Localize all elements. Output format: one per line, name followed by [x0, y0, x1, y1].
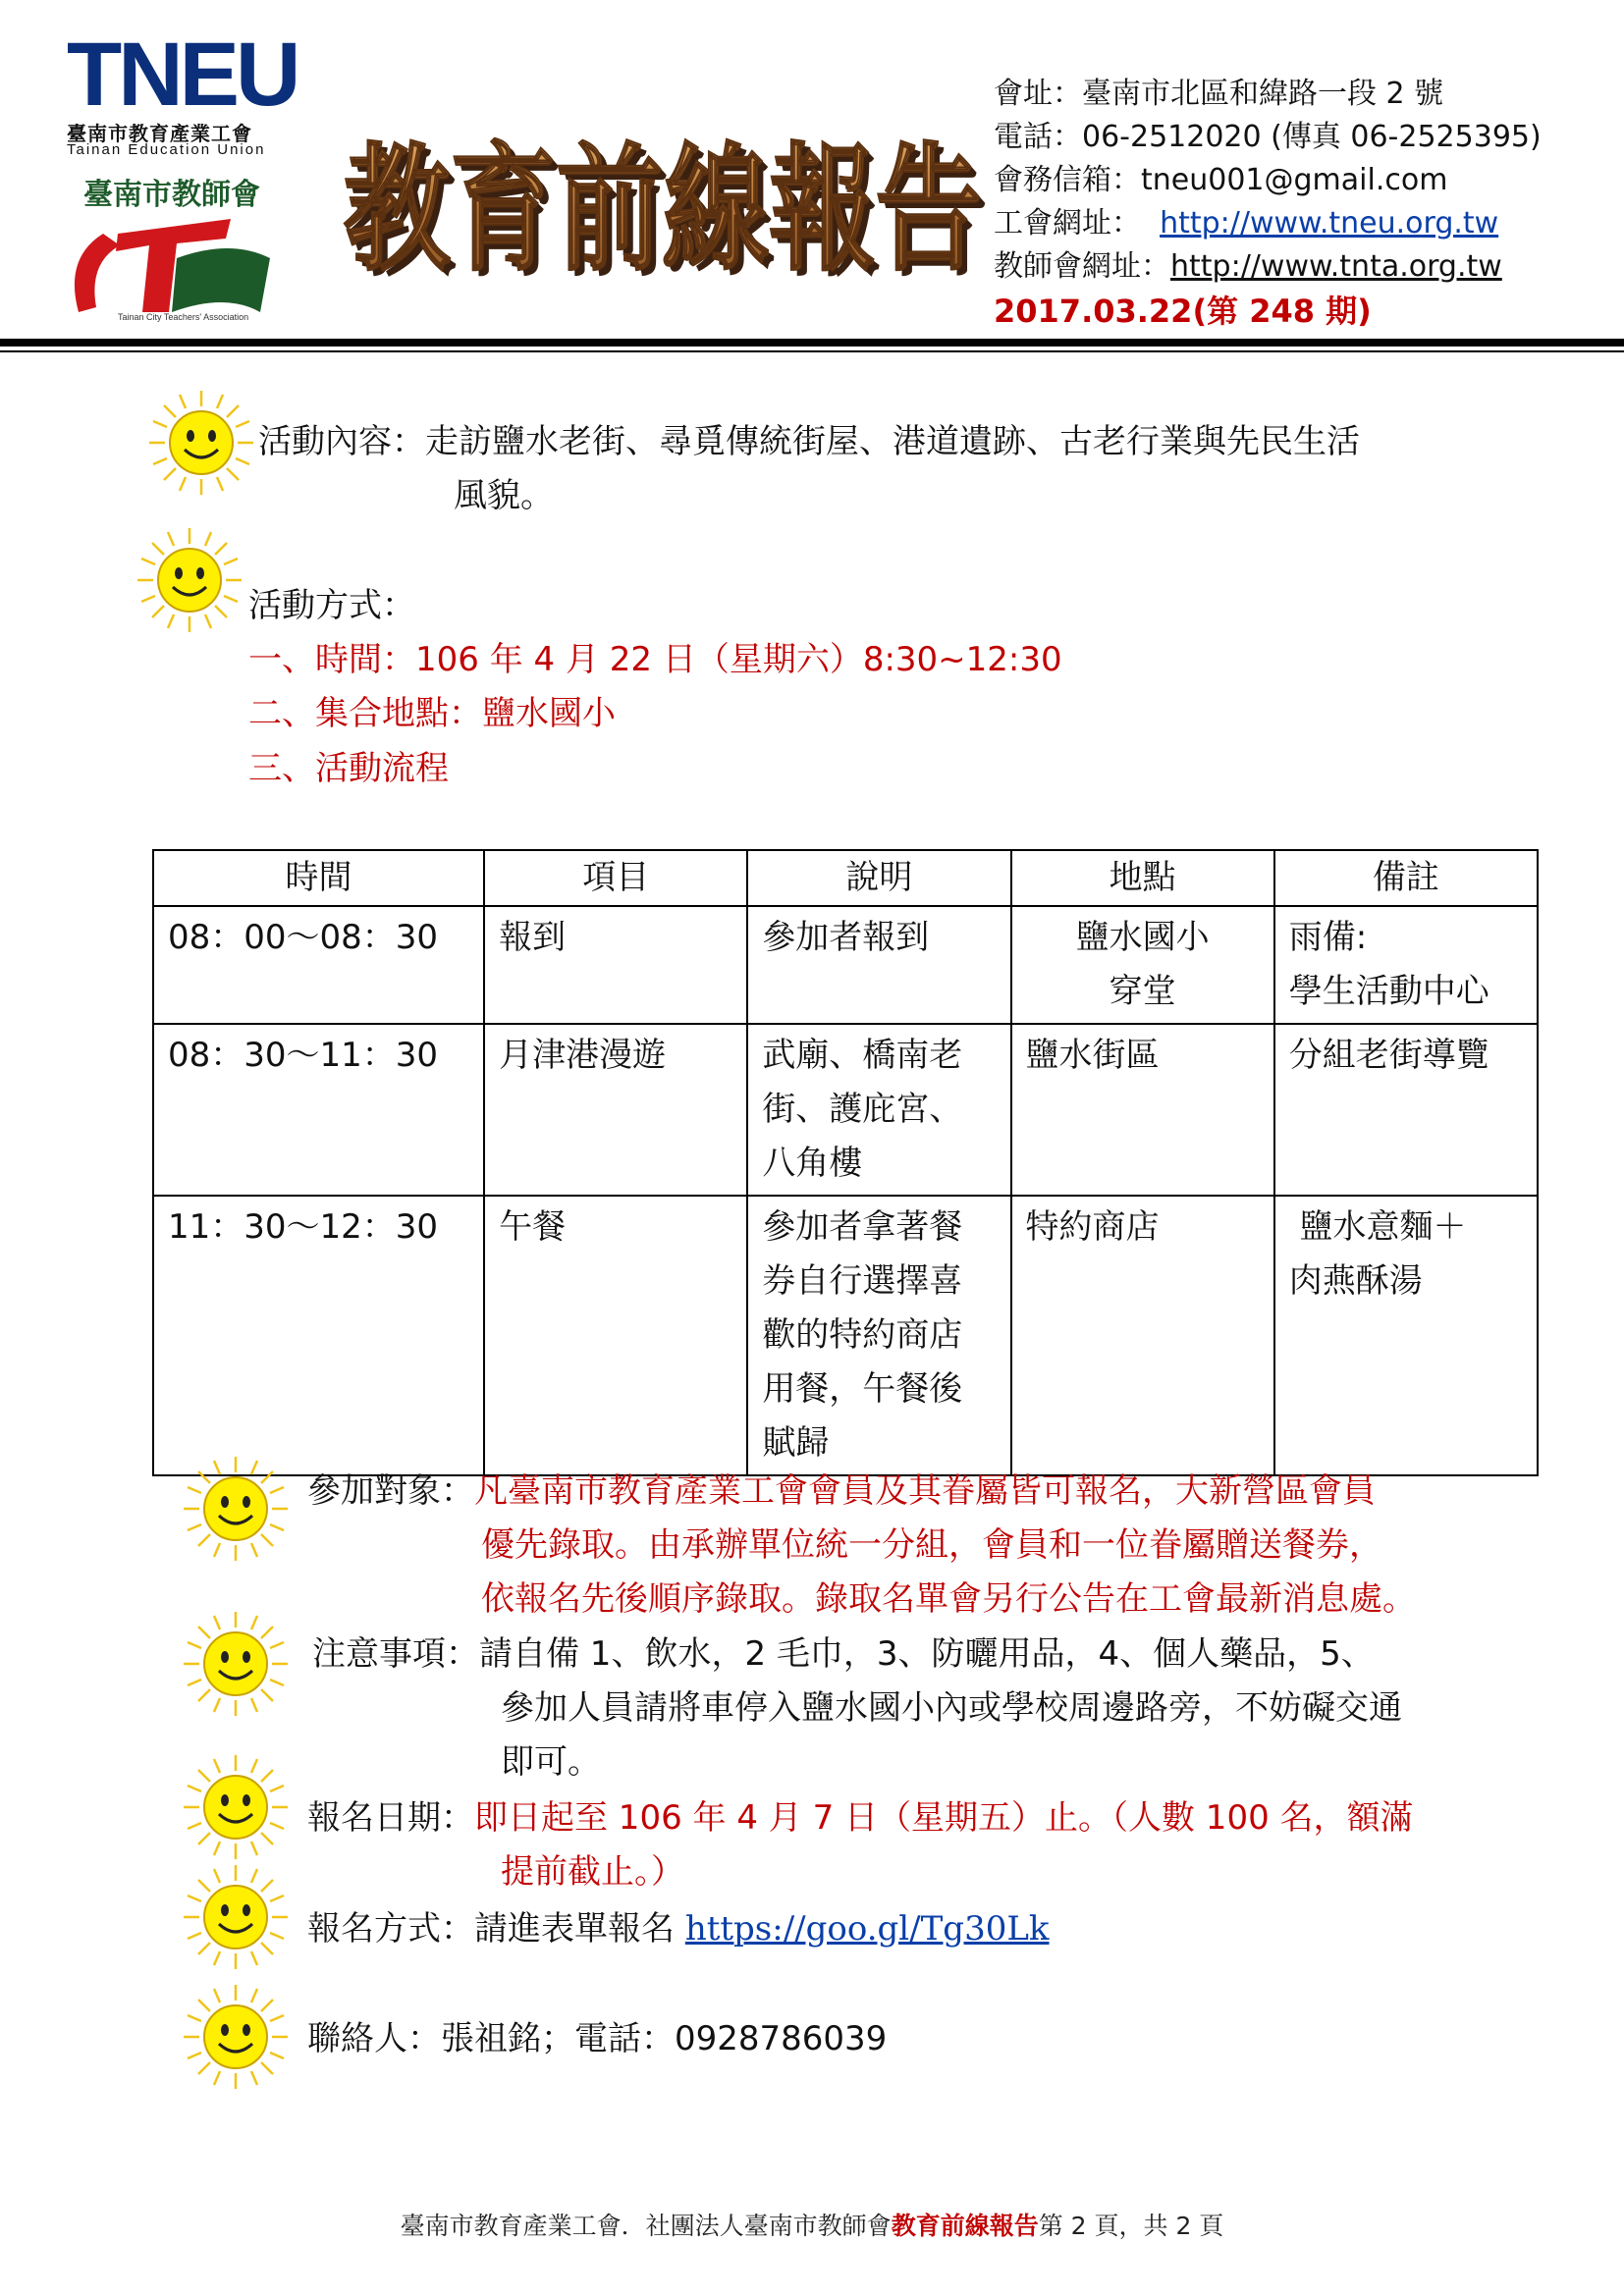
column-header-place: 地點	[1011, 850, 1274, 906]
contact-teachers-site-row	[994, 245, 1502, 289]
cell-line: 券自行選擇喜	[762, 1261, 963, 1301]
cell-time: 08：00～08：30	[153, 906, 484, 1024]
participants-line1	[307, 1465, 1376, 1519]
sun-icon	[182, 1455, 290, 1563]
contact-address: 會址：臺南市北區和緯路一段 2 號	[994, 77, 1444, 111]
tneu-logo: TNEU	[67, 25, 298, 125]
page-footer	[0, 2207, 1624, 2242]
sun-icon	[135, 526, 244, 634]
signup-form-link[interactable]: https://goo.gl/Tg30Lk	[684, 1909, 1050, 1949]
signup-date-label: 報名日期：	[307, 1798, 474, 1838]
cell-item: 午餐	[484, 1196, 747, 1475]
column-header-time: 時間	[153, 850, 484, 906]
cell-item: 月津港漫遊	[484, 1024, 747, 1196]
issue-date: 2017.03.22(第 248 期)	[994, 293, 1372, 330]
sun-icon	[182, 1753, 290, 1861]
signup-date-line2: 提前截止。）	[501, 1852, 684, 1892]
cell-line: 鹽水國小	[1075, 918, 1210, 957]
cell-line: 肉燕酥湯	[1288, 1261, 1423, 1301]
cell-desc	[747, 906, 1010, 1024]
cell-line: 賦歸	[762, 1423, 830, 1463]
svg-text:教育前線報告: 教育前線報告	[350, 136, 988, 296]
cell-line: 鹽水街區	[1025, 1036, 1160, 1075]
signup-method-label: 報名方式：	[307, 1909, 474, 1949]
sun-icon	[182, 1983, 290, 2091]
contact-email-row	[994, 159, 1447, 202]
sun-icon	[182, 1863, 290, 1971]
cell-line: 參加者拿著餐	[762, 1207, 963, 1247]
method-item-location: 二、集合地點：鹽水國小	[248, 694, 616, 733]
activity-content-line2: 風貌。	[454, 476, 554, 515]
cell-line: 雨備:	[1288, 918, 1368, 957]
footer-page-number: 第 2 頁，共 2 頁	[1038, 2212, 1224, 2240]
contact-union-site-row	[994, 202, 1498, 245]
masthead-title	[324, 71, 1001, 311]
cell-place	[1011, 1024, 1274, 1196]
cell-line: 歡的特約商店	[762, 1315, 963, 1355]
teachers-site-link[interactable]: http://www.tnta.org.tw	[1170, 249, 1502, 284]
participants-line2: 優先錄取。由承辦單位統一分組，會員和一位眷屬贈送餐券，	[481, 1525, 1382, 1565]
table-row	[153, 906, 1538, 1024]
union-site-link[interactable]: http://www.tneu.org.tw	[1160, 206, 1499, 240]
notes-line2: 參加人員請將車停入鹽水國小內或學校周邊路旁，不妨礙交通	[501, 1688, 1402, 1728]
notes-label: 注意事項：	[312, 1634, 479, 1674]
signup-date-text: 即日起至 106 年 4 月 7 日（星期五）止。（人數 100 名，額滿	[474, 1798, 1414, 1838]
participants-text: 凡臺南市教育產業工會會員及其眷屬皆可報名，大新營區會員	[474, 1471, 1376, 1511]
contact-email[interactable]: tneu001@gmail.com	[1141, 163, 1448, 197]
teachers-association-english: Tainan City Teachers' Association	[118, 312, 249, 322]
schedule-table	[152, 849, 1539, 1476]
footer-highlight: 教育前線報告	[891, 2212, 1039, 2240]
cell-line: 武廟、橋南老	[762, 1036, 963, 1075]
contact-person-line: 聯絡人：張祖銘；電話：0928786039	[307, 2019, 888, 2058]
teachers-association-logo	[59, 165, 285, 322]
masthead-title-text: 教育前線報告	[344, 131, 982, 291]
cell-desc	[747, 1024, 1010, 1196]
cell-note	[1274, 906, 1538, 1024]
cell-line: 分組老街導覽	[1288, 1036, 1489, 1075]
signup-method-text: 請進表單報名	[474, 1909, 685, 1949]
schedule-header-row	[153, 850, 1538, 906]
tneu-logo-subtitle-en: Tainan Education Union	[67, 141, 266, 158]
cell-time: 11：30～12：30	[153, 1196, 484, 1475]
column-header-desc: 說明	[747, 850, 1010, 906]
column-header-item: 項目	[484, 850, 747, 906]
tneu-logo-subtitle-zh: 臺南市教育產業工會	[67, 122, 252, 145]
cell-item: 報到	[484, 906, 747, 1024]
table-row	[153, 1024, 1538, 1196]
svg-text:臺南市教師會: 臺南市教師會	[83, 178, 260, 212]
cell-note	[1274, 1024, 1538, 1196]
header-divider-thin	[0, 350, 1624, 352]
cell-time: 08：30～11：30	[153, 1024, 484, 1196]
cell-line: 街、護庇宮、	[762, 1090, 963, 1129]
notes-text: 請自備 1、飲水，2 毛巾，3、防曬用品，4、個人藥品，5、	[479, 1634, 1375, 1674]
cell-line: 用餐，午餐後	[762, 1369, 963, 1409]
contact-phone: 電話：06-2512020 (傳真 06-2525395)	[994, 120, 1542, 154]
activity-content-line1	[258, 415, 1360, 469]
cell-desc	[747, 1196, 1010, 1475]
method-item-time: 一、時間：106 年 4 月 22 日（星期六）8:30~12:30	[248, 640, 1062, 679]
notes-line1	[312, 1628, 1375, 1682]
cell-line: 學生活動中心	[1288, 972, 1489, 1011]
teachers-site-label: 教師會網址：	[994, 249, 1170, 284]
cell-place	[1011, 906, 1274, 1024]
notes-line3: 即可。	[501, 1742, 601, 1782]
cell-note	[1274, 1196, 1538, 1475]
activity-content-text: 走訪鹽水老街、尋覓傳統街屋、港道遺跡、古老行業與先民生活	[425, 422, 1360, 461]
activity-content-label: 活動內容：	[258, 422, 425, 461]
contact-email-label: 會務信箱：	[994, 163, 1141, 197]
cell-line: 穿堂	[1109, 972, 1176, 1011]
method-item-schedule: 三、活動流程	[248, 749, 449, 788]
sun-icon	[147, 389, 255, 497]
cell-line: 特約商店	[1025, 1207, 1160, 1247]
signup-date-line1	[307, 1791, 1414, 1845]
column-header-note: 備註	[1274, 850, 1538, 906]
participants-label: 參加對象：	[307, 1471, 474, 1511]
table-row	[153, 1196, 1538, 1475]
sun-icon	[182, 1610, 290, 1718]
participants-line3: 依報名先後順序錄取。錄取名單會另行公告在工會最新消息處。	[481, 1579, 1416, 1619]
cell-line: 參加者報到	[762, 918, 930, 957]
cell-line: 八角樓	[762, 1144, 863, 1183]
activity-method-label: 活動方式：	[248, 586, 415, 625]
header-divider	[0, 339, 1624, 347]
cell-line: 鹽水意麵＋	[1288, 1207, 1467, 1247]
signup-method-line	[307, 1902, 1050, 1956]
footer-prefix: 臺南市教育產業工會．社團法人臺南市教師會	[400, 2212, 892, 2240]
union-site-label: 工會網址：	[994, 206, 1141, 240]
cell-place	[1011, 1196, 1274, 1475]
